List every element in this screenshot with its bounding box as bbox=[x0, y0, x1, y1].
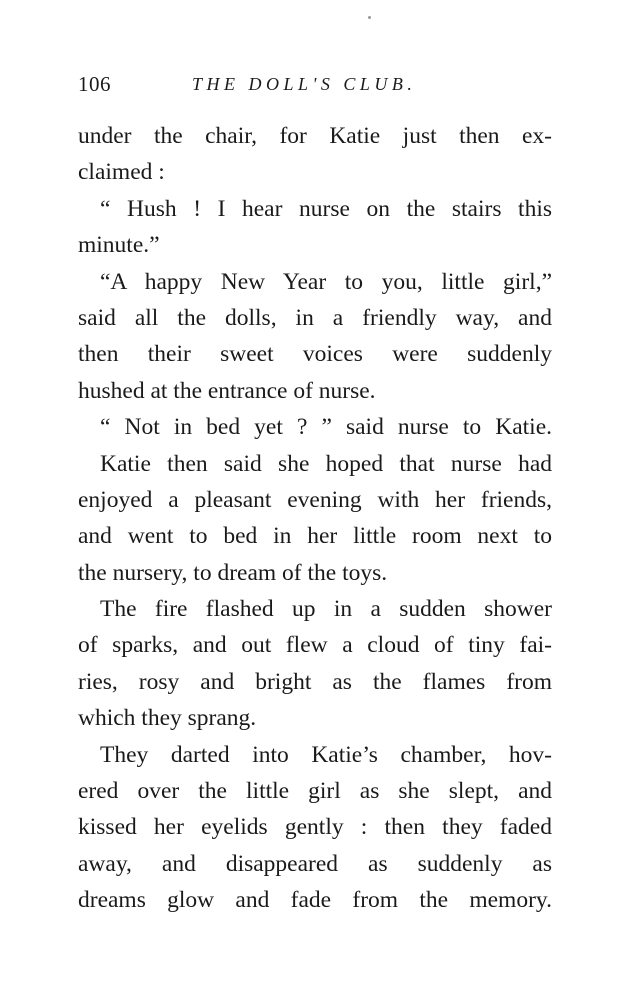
paper-speck bbox=[368, 16, 371, 19]
text-line: dreams glow and fade from the memory. bbox=[78, 887, 552, 914]
text-line: said all the dolls, in a friendly way, and bbox=[78, 304, 552, 331]
text-line: “ Not in bed yet ? ” said nurse to Katie. bbox=[100, 414, 552, 441]
text-line: then their sweet voices were suddenly bbox=[78, 341, 552, 368]
text-line: claimed : bbox=[78, 159, 165, 186]
text-line: “A happy New Year to you, little girl,” bbox=[100, 268, 552, 295]
text-line: hushed at the entrance of nurse. bbox=[78, 377, 376, 404]
text-line: kissed her eyelids gently : then they faded bbox=[78, 814, 552, 841]
text-line: minute.” bbox=[78, 232, 160, 259]
text-line: enjoyed a pleasant evening with her friends, bbox=[78, 486, 552, 513]
page-header bbox=[78, 72, 558, 102]
body-text bbox=[78, 118, 552, 919]
text-line: away, and disappeared as suddenly as bbox=[78, 850, 552, 877]
text-line: which they sprang. bbox=[78, 705, 257, 732]
text-line: of sparks, and out flew a cloud of tiny fai- bbox=[78, 632, 552, 659]
text-line: and went to bed in her little room next to bbox=[78, 523, 552, 550]
running-head: THE DOLL'S CLUB. bbox=[192, 74, 417, 94]
text-line: ered over the little girl as she slept, and bbox=[78, 778, 552, 805]
page-number: 106 bbox=[78, 72, 111, 96]
text-line: They darted into Katie’s chamber, hov- bbox=[100, 741, 552, 768]
text-line: The fire flashed up in a sudden shower bbox=[100, 596, 552, 623]
text-line: “ Hush ! I hear nurse on the stairs this bbox=[100, 195, 552, 222]
text-line: under the chair, for Katie just then ex- bbox=[78, 123, 552, 149]
text-line: ries, rosy and bright as the flames from bbox=[78, 668, 552, 695]
text-line: the nursery, to dream of the toys. bbox=[78, 559, 388, 586]
text-line: Katie then said she hoped that nurse had bbox=[100, 450, 552, 477]
